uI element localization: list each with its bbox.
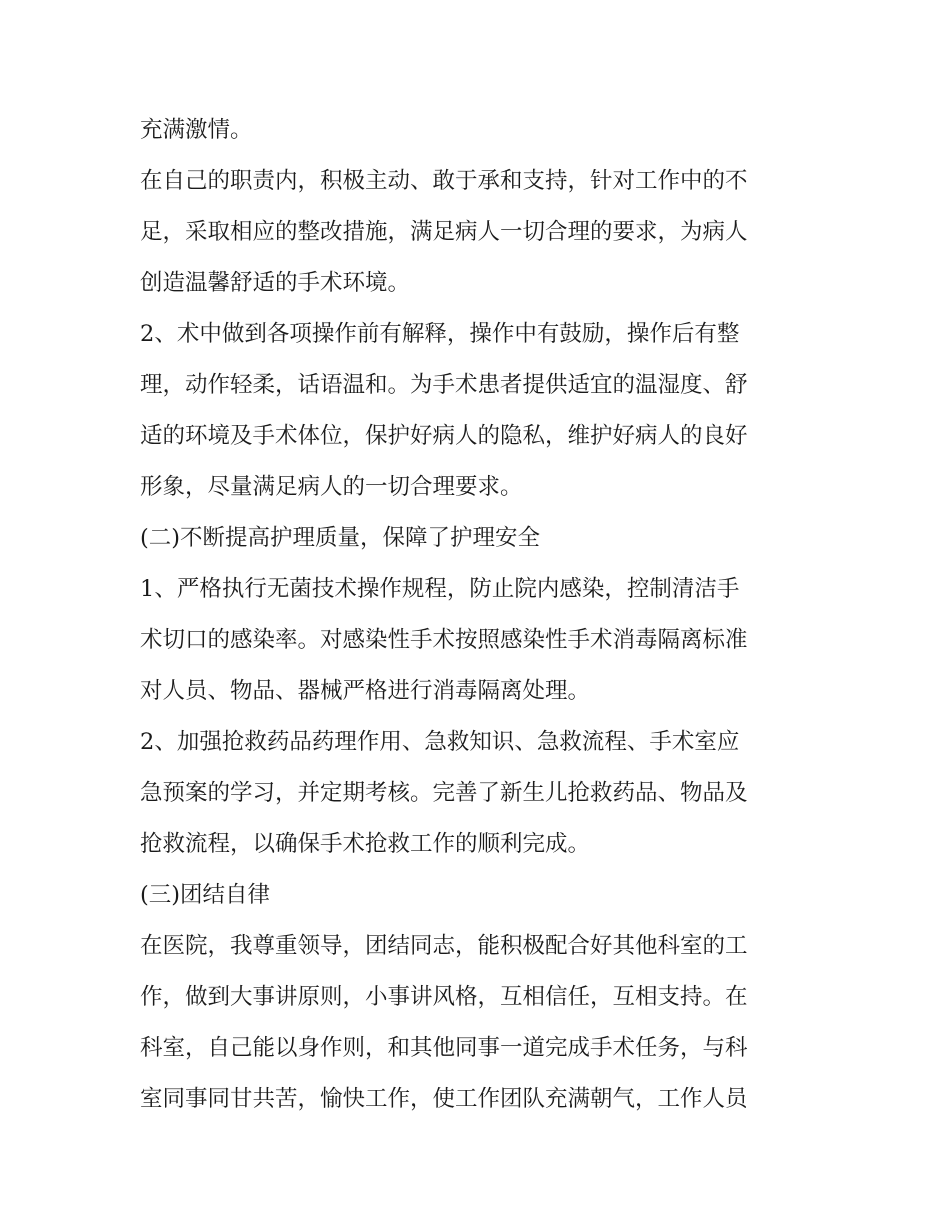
text-line: 作，做到大事讲原则，小事讲风格，互相信任，互相支持。在: [140, 984, 748, 1010]
text-line: 科室，自己能以身作则，和其他同事一道完成手术任务，与科: [140, 1035, 748, 1061]
text-line: 充满激情。: [140, 117, 253, 143]
text-line: 室同事同甘共苦，愉快工作，使工作团队充满朝气，工作人员: [140, 1086, 748, 1112]
text-line: 足，采取相应的整改措施，满足病人一切合理的要求，为病人: [140, 219, 748, 245]
list-item-text: 1、严格执行无菌技术操作规程，防止院内感染，控制清洁手: [140, 576, 740, 602]
text-line: 理，动作轻柔，话语温和。为手术患者提供适宜的温湿度、舒: [140, 372, 748, 398]
text-line: 创造温馨舒适的手术环境。: [140, 270, 411, 296]
list-item-text: 2、加强抢救药品药理作用、急救知识、急救流程、手术室应: [140, 729, 740, 755]
text-line: 对人员、物品、器械严格进行消毒隔离处理。: [140, 678, 591, 704]
text-line: 抢救流程，以确保手术抢救工作的顺利完成。: [140, 831, 591, 857]
text-line: 急预案的学习，并定期考核。完善了新生儿抢救药品、物品及: [140, 780, 748, 806]
list-item-text: 2、术中做到各项操作前有解释，操作中有鼓励，操作后有整: [140, 321, 740, 347]
section-heading: (二)不断提高护理质量，保障了护理安全: [140, 525, 541, 551]
text-line: 适的环境及手术体位，保护好病人的隐私，维护好病人的良好: [140, 423, 748, 449]
text-line: 形象，尽量满足病人的一切合理要求。: [140, 474, 523, 500]
text-line: 在自己的职责内，积极主动、敢于承和支持，针对工作中的不: [140, 168, 748, 194]
text-line: 在医院，我尊重领导，团结同志，能积极配合好其他科室的工: [140, 933, 748, 959]
section-heading: (三)团结自律: [140, 882, 271, 908]
text-line: 术切口的感染率。对感染性手术按照感染性手术消毒隔离标准: [140, 627, 748, 653]
